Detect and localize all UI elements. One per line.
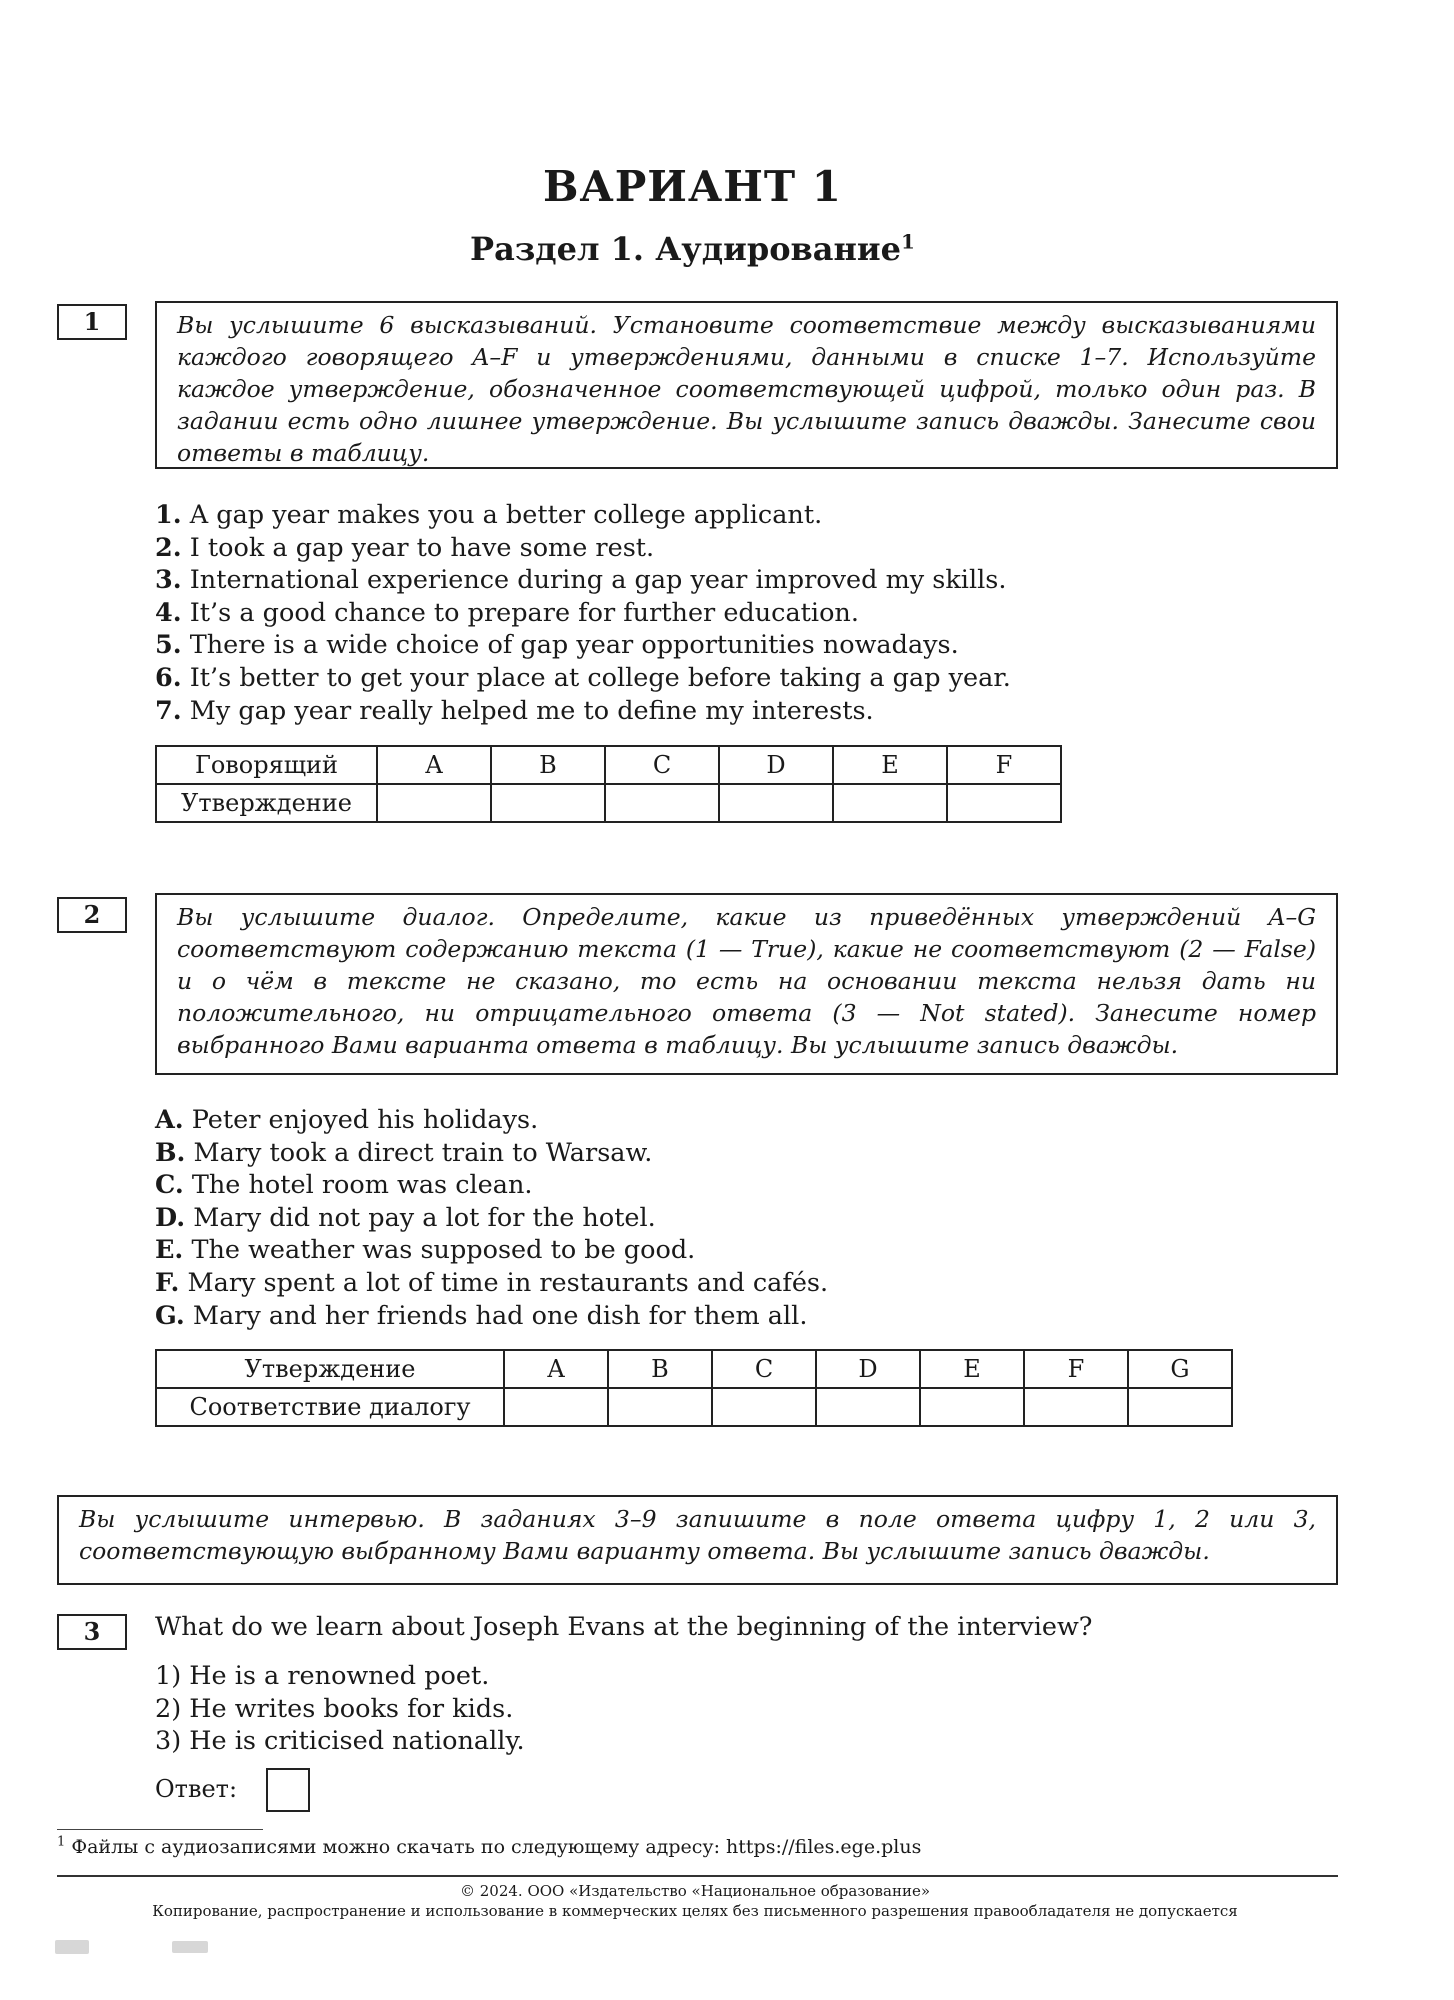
table-col-header: D — [719, 746, 833, 784]
statement-item: 4. It’s a good chance to prepare for further education. — [155, 597, 859, 628]
table-header-match: Соответствие диалогу — [156, 1388, 504, 1426]
table-col-header: B — [608, 1350, 712, 1388]
variant-title: ВАРИАНТ 1 — [543, 162, 842, 211]
statement-item: 2. I took a gap year to have some rest. — [155, 532, 655, 563]
table-col-header: E — [833, 746, 947, 784]
answer-cell[interactable] — [605, 784, 719, 822]
scan-smudge — [172, 1941, 208, 1953]
answer-cell[interactable] — [947, 784, 1061, 822]
statement-item: A. Peter enjoyed his holidays. — [155, 1105, 539, 1135]
table-col-header: C — [605, 746, 719, 784]
statement-item: 7. My gap year really helped me to define my interests. — [155, 695, 874, 726]
scan-smudge — [55, 1940, 89, 1954]
option-item: 2) He writes books for kids. — [155, 1693, 514, 1724]
statement-item: D. Mary did not pay a lot for the hotel. — [155, 1202, 656, 1233]
section-title — [0, 230, 1385, 268]
interview-instruction: Вы услышите интервью. В заданиях 3–9 запишите в поле ответа цифру 1, 2 или 3, соответствующую выбранному Вами варианту ответа. Вы услышите запись дважды. — [57, 1495, 1338, 1585]
statement-item: C. The hotel room was clean. — [155, 1170, 533, 1201]
table-header-speaker: Говорящий — [156, 746, 377, 784]
table-header-statement: Утверждение — [156, 1350, 504, 1388]
footnote-mark: 1 — [57, 1834, 66, 1850]
answer-cell[interactable] — [377, 784, 491, 822]
table-col-header: B — [491, 746, 605, 784]
footnote — [57, 1836, 921, 1858]
table-col-header: G — [1128, 1350, 1232, 1388]
statement-item: 6. It’s better to get your place at college before taking a gap year. — [155, 662, 1011, 693]
answer-cell[interactable] — [1024, 1388, 1128, 1426]
answer-cell[interactable] — [504, 1388, 608, 1426]
task-2-number: 2 — [57, 897, 127, 933]
answer-cell[interactable] — [608, 1388, 712, 1426]
answer-cell[interactable] — [712, 1388, 816, 1426]
statement-item: G. Mary and her friends had one dish for them all. — [155, 1300, 808, 1331]
task-2-statements — [155, 1104, 828, 1332]
table-col-header: D — [816, 1350, 920, 1388]
table-col-header: F — [947, 746, 1061, 784]
table-col-header: F — [1024, 1350, 1128, 1388]
statement-item: E. The weather was supposed to be good. — [155, 1235, 696, 1266]
table-col-header: A — [377, 746, 491, 784]
copyright-line-1: © 2024. ООО «Издательство «Национальное образование» — [459, 1882, 930, 1900]
task-1-instruction: Вы услышите 6 высказываний. Установите соответствие между высказываниями каждого говорящего A–F и утверждениями, данными в списке 1–7. Используйте каждое утверждение, обозначенное соответствующей цифрой, только один раз. В задании есть одно лишнее утверждение. Вы услышите запись дважды. Занесите свои ответы в таблицу. — [155, 301, 1338, 469]
option-item: 3) He is criticised nationally. — [155, 1726, 525, 1757]
table-col-header: E — [920, 1350, 1024, 1388]
task-3-options — [155, 1660, 525, 1758]
table-col-header: C — [712, 1350, 816, 1388]
footnote-divider — [57, 1829, 263, 1830]
task-1-statements — [155, 499, 1011, 727]
answer-cell[interactable] — [491, 784, 605, 822]
option-item: 1) He is a renowned poet. — [155, 1661, 490, 1691]
task-3-number: 3 — [57, 1614, 127, 1650]
answer-cell[interactable] — [816, 1388, 920, 1426]
bottom-divider — [57, 1875, 1338, 1877]
table-header-statement: Утверждение — [156, 784, 377, 822]
answer-cell[interactable] — [719, 784, 833, 822]
answer-box[interactable] — [266, 1768, 310, 1812]
task-1-number: 1 — [57, 304, 127, 340]
statement-item: 1. A gap year makes you a better college applicant. — [155, 500, 823, 530]
answer-cell[interactable] — [920, 1388, 1024, 1426]
statement-item: 3. International experience during a gap year improved my skills. — [155, 565, 1007, 596]
task-2-instruction: Вы услышите диалог. Определите, какие из приведённых утверждений A–G соответствуют содержанию текста (1 — True), какие не соответствуют (2 — False) и о чём в тексте не сказано, то есть на основании текста нельзя дать ни положительного, ни отрицательного ответа (3 — Not stated). Занесите номер выбранного Вами варианта ответа в таблицу. Вы услышите запись дважды. — [155, 893, 1338, 1075]
answer-label: Ответ: — [155, 1775, 238, 1803]
statement-item: B. Mary took a direct train to Warsaw. — [155, 1137, 653, 1168]
task-1-answer-table — [155, 745, 1062, 823]
footnote-text: Файлы с аудиозаписями можно скачать по следующему адресу: https://files.ege.plus — [71, 1836, 922, 1858]
section-title-text: Раздел 1. Аудирование — [470, 230, 902, 268]
answer-cell[interactable] — [833, 784, 947, 822]
statement-item: 5. There is a wide choice of gap year opportunities nowadays. — [155, 630, 959, 661]
statement-item: F. Mary spent a lot of time in restaurants and cafés. — [155, 1267, 829, 1298]
task-2-answer-table — [155, 1349, 1233, 1427]
task-3-question: What do we learn about Joseph Evans at the beginning of the interview? — [155, 1612, 1093, 1642]
copyright-line-2: Копирование, распространение и использование в коммерческих целях без письменного разрешения правообладателя не допускается — [152, 1902, 1238, 1920]
answer-cell[interactable] — [1128, 1388, 1232, 1426]
section-footnote-mark: 1 — [901, 229, 915, 254]
table-col-header: A — [504, 1350, 608, 1388]
